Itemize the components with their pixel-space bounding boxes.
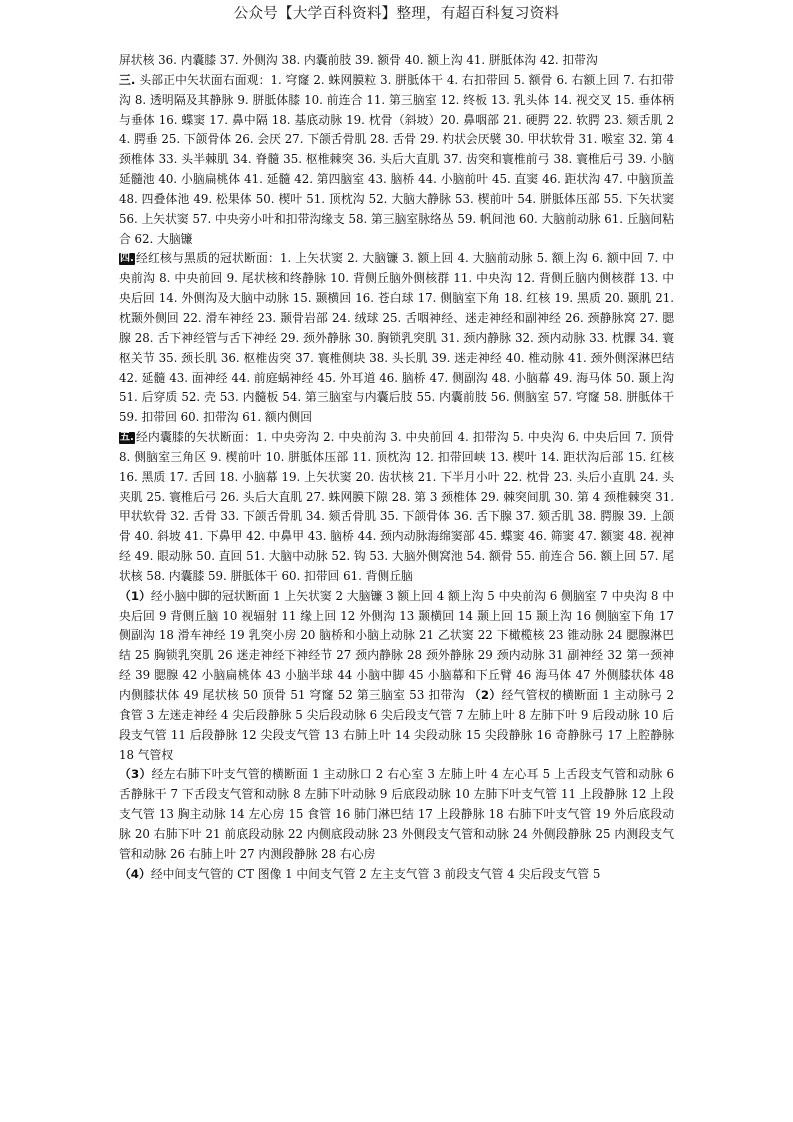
paragraph-text: 经红核与黑质的冠状断面：1. 上矢状窦 2. 大脑镰 3. 额上回 4. 大脑前动脉 5. 额上沟 6. 额中回 7. 中央前沟 8. 中央前回 9. 尾状核和终静脉 10. 背侧丘脑外侧核群 11. 中央沟 12. 背侧丘脑内侧核群 13. 中央后回 14. 外侧沟及大脑中动脉 15. 颞横回 16. 苍白球 17. 侧脑室下角 18. 红核 19. 黑质 20. 颞肌 21. 枕颞外侧回 22. 滑车神经 23. 颞骨岩部 24. 绒球 25. 舌咽神经、迷走神经和副神经 26. 颈静脉窝 27. 腮腺 28. 舌下神经管与舌下神经 29. 颈外静脉 30. 胸锁乳突肌 31. 颈内静脉 32. 颈内动脉 33. 枕髁 34. 寰枢关节 35. 颈长肌 36. 枢椎齿突 37. 寰椎侧块 38. 头长肌 39. 迷走神经 40. 椎动脉 41. 颈外侧深淋巴结 42. 延髓 43. 面神经 44. 前庭蜗神经 45. 外耳道 46. 脑桥 47. 侧副沟 48. 小脑幕 49. 海马体 50. 颞上沟 51. 后穿质 52. 壳 53. 内髓板 54. 第三脑室与内囊后肢 55. 内囊前肢 56. 侧脑室 57. 穹窿 58. 胼胝体干 59. 扣带回 60. 扣带沟 61. 额内侧回: [119, 251, 674, 425]
section-number: 三.: [119, 72, 136, 87]
page-header: 公众号【大学百科资料】整理，有超百科复习资料: [233, 6, 560, 22]
item-number: （2）: [468, 688, 502, 702]
paragraph-text: 经中间支气管的 CT 图像 1 中间支气管 2 左主支气管 3 前段支气管 4 尖后段支气管 5: [150, 866, 601, 881]
paragraph-section-4: [119, 249, 674, 428]
document-body: [119, 51, 674, 884]
item-number: （1）: [119, 588, 151, 603]
paragraph-section-3: [119, 71, 674, 250]
paragraph-section-5: [119, 428, 674, 587]
item-number: （3）: [119, 767, 152, 782]
paragraph-text: 经气管杈的横断面 1 主动脉弓 2 食管 3 左迷走神经 4 尖后段静脉 5 尖后段动脉 6 尖后段支气管 7 左肺上叶 8 左肺下叶 9 后段动脉 10 后段支气管 11 后段静脉 12 尖段支气管 13 右肺上叶 14 尖段动脉 15 尖段静脉 16 奇静脉弓 17 上腔静脉 18 气管杈: [119, 688, 674, 762]
paragraph-text: 屏状核 36. 内囊膝 37. 外侧沟 38. 内囊前肢 39. 额骨 40. 额上沟 41. 胼胝体沟 42. 扣带沟: [119, 53, 598, 67]
paragraph-text: 经小脑中脚的冠状断面 1 上矢状窦 2 大脑镰 3 额上回 4 额上沟 5 中央前沟 6 侧脑室 7 中央沟 8 中央后回 9 背侧丘脑 10 视辐射 11 缘上回 12 外侧沟 13 颞横回 14 颞上回 15 颞上沟 16 侧脑室下角 17 侧副沟 18 滑车神经 19 乳突小房 20 脑桥和小脑上动脉 21 乙状窦 22 下橄榄核 23 锥动脉 24 腮腺淋巴结 25 胸锁乳突肌 26 迷走神经下神经节 27 颈内静脉 28 颈外静脉 29 颈内动脉 31 副神经 32 第一颈神经 39 腮腺 42 小脑扁桃体 43 小脑半球 44 小脑中脚 45 小脑幕和下丘臂 46 海马体 47 外侧膝状体 48 内侧膝状体 49 尾状核 50 顶骨 51 穹窿 52 第三脑室 53 扣带沟: [119, 588, 674, 702]
paragraph-text: 经左右肺下叶支气管的横断面 1 主动脉口 2 右心室 3 左肺上叶 4 左心耳 5 上舌段支气管和动脉 6 舌静脉干 7 下舌段支气管和动脉 8 左肺下叶动脉 9 后底段动脉 10 左肺下叶支气管 11 上段静脉 12 上段支气管 13 胸主动脉 14 左心房 15 食管 16 肺门淋巴结 17 上段静脉 18 右肺下叶支气管 19 外后底段动脉 20 右肺下叶 21 前底段动脉 22 内侧底段动脉 23 外侧段支气管和动脉 24 外侧段静脉 25 内测段支气管和动脉 26 右肺上叶 27 内测段静脉 28 右心房: [119, 767, 674, 861]
section-number: 五.: [120, 432, 134, 444]
paragraph-continuation: [119, 51, 674, 71]
paragraph-text: 经内囊膝的矢状断面：1. 中央旁沟 2. 中央前沟 3. 中央前回 4. 扣带沟 5. 中央沟 6. 中央后回 7. 顶骨 8. 侧脑室三角区 9. 楔前叶 10. 胼胝体压部 11. 顶枕沟 12. 扣带回峡 13. 楔叶 14. 距状沟后部 15. 红核 16. 黑质 17. 舌回 18. 小脑幕 19. 上矢状窦 20. 齿状核 21. 下半月小叶 22. 枕骨 23. 头后小直肌 24. 头夹肌 25. 寰椎后弓 26. 头后大直肌 27. 蛛网膜下隙 28. 第 3 颈椎体 29. 棘突间肌 30. 第 4 颈椎棘突 31. 甲状软骨 32. 舌骨 33. 下颌舌骨肌 34. 颏舌骨肌 35. 下颌骨体 36. 舌下腺 37. 颏舌肌 38. 腭腺 39. 上颌骨 40. 斜坡 41. 下鼻甲 42. 中鼻甲 43. 脑桥 44. 颈内动脉海绵窦部 45. 蝶窦 46. 筛窦 47. 额窦 48. 视神经 49. 眼动脉 50. 直回 51. 大脑中动脉 52. 钩 53. 大脑外侧窝池 54. 额骨 55. 前连合 56. 额上回 57. 尾状核 58. 内囊膝 59. 胼胝体干 60. 扣带回 61. 背侧丘脑: [119, 430, 674, 583]
item-number: （4）: [119, 866, 151, 881]
paragraph-text: 头部正中矢状面右面观：1. 穹窿 2. 蛛网膜粒 3. 胼胝体干 4. 右扣带回 5. 额骨 6. 右额上回 7. 右扣带沟 8. 透明隔及其静脉 9. 胼胝体膝 10. 前连合 11. 第三脑室 12. 终板 13. 乳头体 14. 视交叉 15. 垂体柄与垂体 16. 蝶窦 17. 鼻中隔 18. 基底动脉 19. 枕骨（斜坡）20. 鼻咽部 21. 硬腭 22. 软腭 23. 颏舌肌 24. 腭垂 25. 下颌骨体 26. 会厌 27. 下颌舌骨肌 28. 舌骨 29. 杓状会厌襞 30. 甲状软骨 31. 喉室 32. 第 4 颈椎体 33. 头半棘肌 34. 脊髓 35. 枢椎棘突 36. 头后大直肌 37. 齿突和寰椎前弓 38. 寰椎后弓 39. 小脑延髓池 40. 小脑扁桃体 41. 延髓 42. 第四脑室 43. 脑桥 44. 小脑前叶 45. 直窦 46. 距状沟 47. 中脑顶盖 48. 四叠体池 49. 松果体 50. 楔叶 51. 顶枕沟 52. 大脑大静脉 53. 楔前叶 54. 胼胝体压部 55. 下矢状窦 56. 上矢状窦 57. 中央旁小叶和扣带沟缘支 58. 第三脑室脉络丛 59. 帆间池 60. 大脑前动脉 61. 丘脑间粘合 62. 大脑镰: [119, 72, 675, 246]
paragraph-item-4: [119, 865, 674, 885]
paragraph-item-3: [119, 765, 674, 864]
section-number: 四.: [120, 253, 134, 265]
paragraph-item-1-2: [119, 587, 674, 766]
